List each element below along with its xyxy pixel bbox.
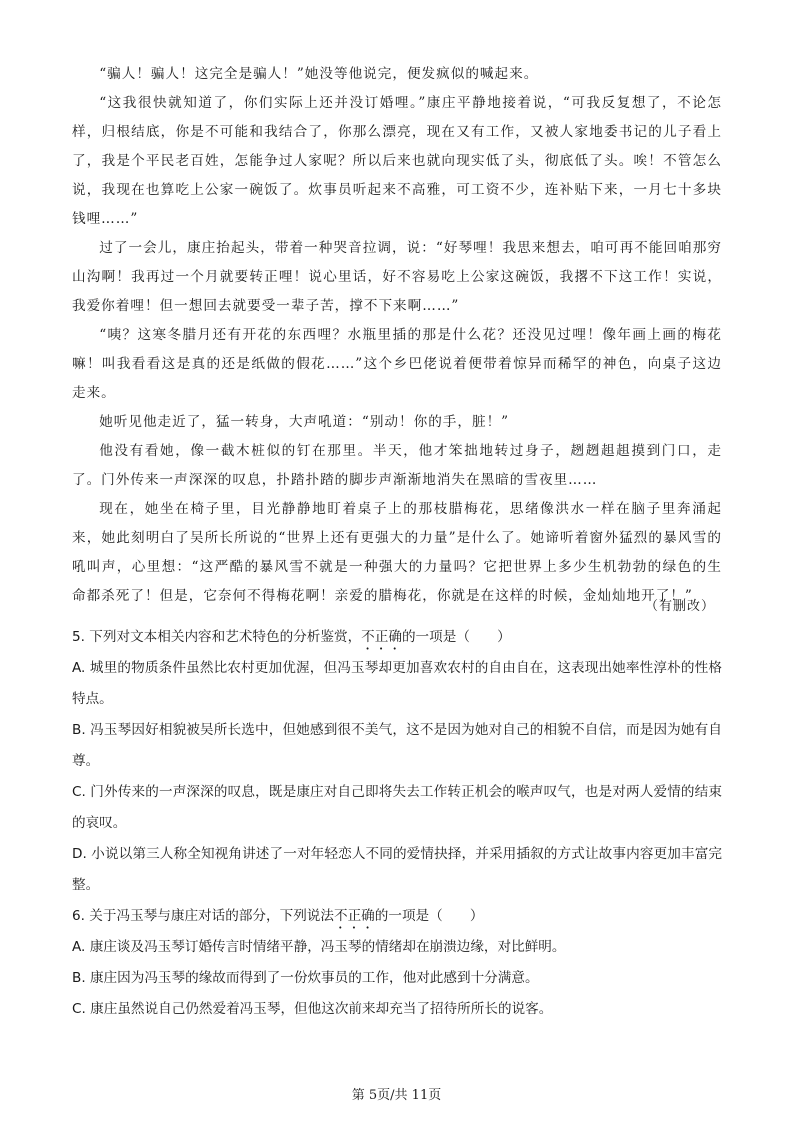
story-paragraph: “这我很快就知道了，你们实际上还并没订婚哩。”康庄平静地接着说，“可我反复想了，不论怎样，归根结底，你是不可能和我结合了，你那么漂亮，现在又有工作，又被人家地委书记的儿子看上了，我是个平民老百姓，怎能争过人家呢？所以后来也就向现实低了头，彻底低了头。唉！不管怎么说，我现在也算吃上公家一碗饭了。炊事员听起来不高雅，可工资不少，连补贴下来，一月七十多块钱哩……” bbox=[72, 95, 722, 227]
question-6-option-b: B. 康庄因为冯玉琴的缘故而得到了一份炊事员的工作，他对此感到十分满意。 bbox=[72, 970, 539, 986]
story-paragraph: “骗人！骗人！这完全是骗人！”她没等他说完，便发疯似的喊起来。 bbox=[99, 66, 539, 82]
question-6-option-c: C. 康庄虽然说自己仍然爱着冯玉琴，但他这次前来却充当了招待所所长的说客。 bbox=[72, 1001, 553, 1017]
question-6-option-a: A. 康庄谈及冯玉琴订婚传言时情绪平静，冯玉琴的情绪却在崩溃边缘，对比鲜明。 bbox=[72, 939, 566, 955]
question-6-stem bbox=[72, 901, 722, 932]
story-paragraph: 他没有看她，像一截木桩似的钉在那里。半天，他才笨拙地转过身子，趔趔趄趄摸到门口，走了。门外传来一声深深的叹息，扑踏扑踏的脚步声渐渐地消失在黑暗的雪夜里…… bbox=[72, 443, 722, 488]
story-paragraph: 过了一会儿，康庄抬起头，带着一种哭音拉调，说：“好琴哩！我思来想去，咱可再不能回咱那穷山沟啊！我再过一个月就要转正哩！说心里话，好不容易吃上公家这碗饭，我撂不下这工作！实说，我爱你着哩！但一想回去就要受一辈子苦，撑不下来啊……” bbox=[72, 240, 722, 314]
page-number: 第 5页/共 11页 bbox=[351, 1088, 442, 1103]
question-block bbox=[72, 622, 722, 1025]
story-paragraph: “咦？这寒冬腊月还有开花的东西哩？水瓶里插的那是什么花？还没见过哩！像年画上画的梅花嘛！叫我看看这是真的还是纸做的假花……”这个乡巴佬说着便带着惊异而稀罕的神色，向桌子这边走来。 bbox=[72, 327, 722, 401]
question-5-option-b: B. 冯玉琴因好相貌被吴所长选中，但她感到很不美气，这不是因为她对自己的相貌不自信，而是因为她有自尊。 bbox=[72, 722, 722, 769]
question-stem-text: 6. 关于冯玉琴与康庄对话的部分，下列说法 bbox=[72, 908, 334, 924]
emphasis-text: 不正确 bbox=[333, 908, 375, 924]
story-text bbox=[72, 60, 722, 611]
abridged-note: （有删改） bbox=[644, 599, 715, 614]
question-5-option-d: D. 小说以第三人称全知视角讲述了一对年轻恋人不同的爱情抉择，并采用插叙的方式让故事内容更加丰富完整。 bbox=[72, 846, 722, 893]
question-stem-text: 的一项是（ ） bbox=[374, 908, 484, 924]
story-paragraph: 现在，她坐在椅子里，目光静静地盯着桌子上的那枝腊梅花，思绪像洪水一样在脑子里奔涌起来，她此刻明白了吴所长所说的“世界上还有更强大的力量”是什么了。她谛听着窗外猛烈的暴风雪的吼叫声，心里想：“这严酷的暴风雪不就是一种强大的力量吗？它把世界上多少生机勃勃的绿色的生命都杀死了！但是，它奈何不得梅花啊！亲爱的腊梅花，你就是在这样的时候，金灿灿地开了！” bbox=[72, 501, 722, 604]
question-5-option-c: C. 门外传来的一声深深的叹息，既是康庄对自己即将失去工作转正机会的喉声叹气，也是对两人爱情的结束的哀叹。 bbox=[72, 784, 722, 831]
question-stem-text: 5. 下列对文本相关内容和艺术特色的分析鉴赏， bbox=[72, 629, 362, 645]
question-5-option-a: A. 城里的物质条件虽然比农村更加优渥，但冯玉琴却更加喜欢农村的自由自在，这表现出她率性淳朴的性格特点。 bbox=[72, 660, 722, 707]
question-stem-text: 的一项是（ ） bbox=[401, 629, 511, 645]
emphasis-text: 不正确 bbox=[361, 629, 402, 645]
question-5-stem bbox=[72, 622, 722, 653]
story-paragraph: 她听见他走近了，猛一转身，大声吼道：“别动！你的手，脏！” bbox=[99, 414, 510, 430]
